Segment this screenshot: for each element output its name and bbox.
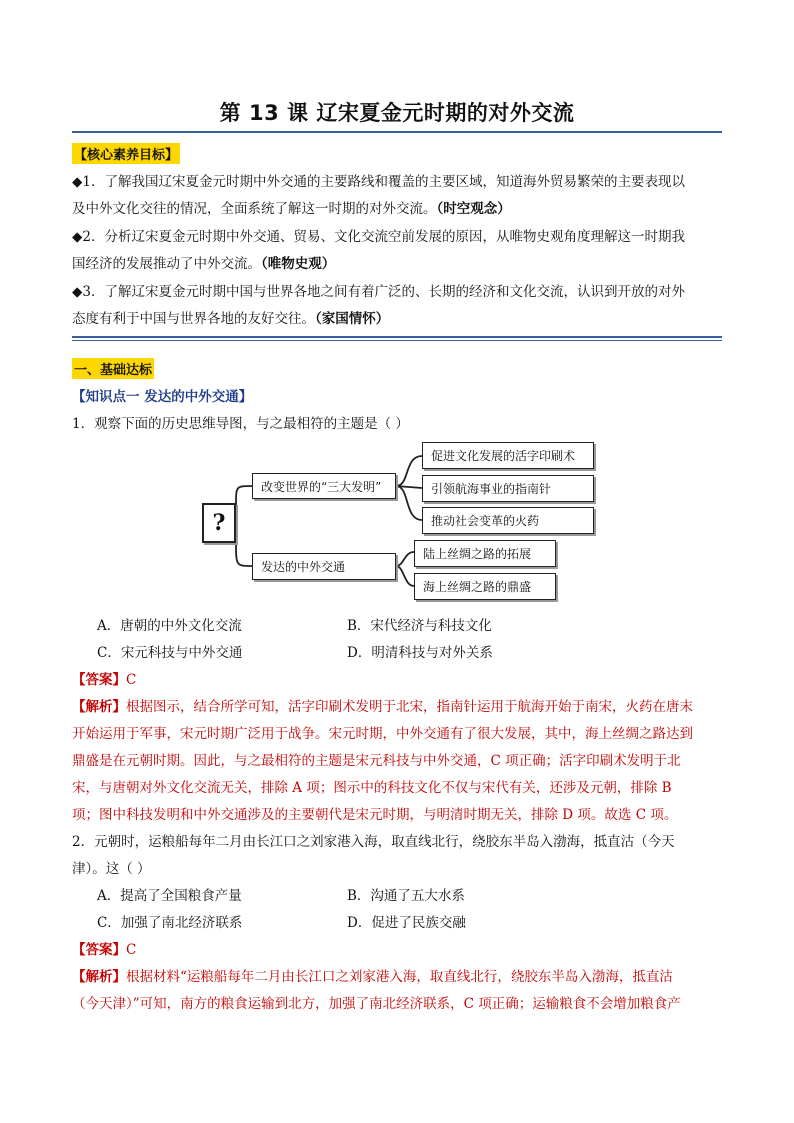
- leaf-compass: 引领航海事业的指南针: [422, 475, 594, 502]
- q1-answer: [72, 668, 136, 688]
- q2-stem-line-2: 津）。这（ ）: [72, 861, 151, 877]
- q2-analysis-line-1: 【解析】根据材料“运粮船每年二月由长江口之刘家港入海，取直线北行，绕胶东半岛入渤海，抵直沽: [72, 969, 673, 985]
- mind-map-center: ?: [202, 503, 236, 543]
- q2-analysis-label: 【解析】: [72, 969, 126, 985]
- goal-2-label: （唯物史观）: [261, 256, 336, 272]
- branch-foreign-traffic: 发达的中外交通: [252, 553, 396, 580]
- q2-answer-value: C: [126, 942, 137, 958]
- q1-answer-label: 【答案】: [72, 672, 126, 688]
- goal-1-line2: 及中外文化交往的情况，全面系统了解这一时期的对外交流。（时空观念）: [72, 201, 511, 217]
- q1-analysis-line-3: 鼎盛是在元朝时期。因此，与之最相符的主题是宋元科技与中外交通，C 项正确；活字印刷术发明于北: [72, 753, 681, 769]
- q1-analysis-line-5: 项；图中科技发明和中外交通涉及的主要朝代是宋元时期，与明清时期无关，排除 D 项。故选 C 项。: [72, 807, 678, 823]
- q2-option-c: C．加强了南北经济联系: [97, 915, 243, 931]
- leaf-sea-silk-road: 海上丝绸之路的鼎盛: [414, 573, 556, 600]
- q1-analysis-label: 【解析】: [72, 699, 126, 715]
- core-goals-tag: 【核心素养目标】: [72, 143, 180, 164]
- q2-option-a: A．提高了全国粮食产量: [97, 888, 242, 904]
- goal-3-label: （家国情怀）: [315, 311, 390, 327]
- branch-three-inventions: 改变世界的“三大发明”: [252, 473, 396, 499]
- q2-answer-label: 【答案】: [72, 942, 126, 958]
- section-basic-tag: 一、基础达标: [72, 358, 154, 379]
- page-title: 第 13 课 辽宋夏金元时期的对外交流: [219, 101, 575, 125]
- q1-analysis-line-1: 【解析】根据图示，结合所学可知，活字印刷术发明于北宋，指南针运用于航海开始于南宋，火药在唐末: [72, 699, 693, 715]
- q2-analysis-line-2: （今天津）”可知，南方的粮食运输到北方，加强了南北经济联系，C 项正确；运输粮食不会增加粮食产: [72, 996, 681, 1012]
- q1-analysis-line-4: 宋，与唐朝对外文化交流无关，排除 A 项；图示中的科技文化不仅与宋代有关，还涉及元朝，排除 B: [72, 780, 672, 796]
- goal-3-line1: ◆3．了解辽宋夏金元时期中国与世界各地之间有着广泛的、长期的经济和文化交流，认识到开放的对外: [72, 284, 685, 300]
- q2-stem-line-1: 2．元朝时，运粮船每年二月由长江口之刘家港入海，取直线北行，绕胶东半岛入渤海，抵直沽（今天: [72, 834, 675, 850]
- q1-analysis-line-2: 开始运用于军事，宋元时期广泛用于战争。宋元时期，中外交通有了很大发展，其中，海上丝绸之路达到: [72, 726, 693, 742]
- q1-answer-value: C: [126, 672, 137, 688]
- q2-option-d: D．促进了民族交融: [347, 915, 466, 931]
- goal-1-line1: ◆1．了解我国辽宋夏金元时期中外交通的主要路线和覆盖的主要区域，知道海外贸易繁荣的主要表现以: [72, 174, 685, 190]
- q1-stem: 1．观察下面的历史思维导图，与之最相符的主题是（ ）: [72, 416, 409, 432]
- knowledge-point-1: 【知识点一 发达的中外交通】: [72, 389, 253, 405]
- q1-option-b: B．宋代经济与科技文化: [347, 618, 492, 634]
- goal-2-line1: ◆2．分析辽宋夏金元时期中外交通、贸易、文化交流空前发展的原因，从唯物史观角度理解这一时期我: [72, 229, 685, 245]
- goal-2-line2: 国经济的发展推动了中外交流。（唯物史观）: [72, 256, 336, 272]
- leaf-gunpowder: 推动社会变革的火药: [422, 507, 594, 534]
- leaf-land-silk-road: 陆上丝绸之路的拓展: [414, 540, 556, 567]
- leaf-movable-type: 促进文化发展的活字印刷术: [422, 442, 594, 469]
- q2-answer: [72, 938, 136, 958]
- q1-option-a: A．唐朝的中外文化交流: [97, 618, 242, 634]
- q1-option-c: C．宋元科技与中外交通: [97, 645, 243, 661]
- q2-option-b: B．沟通了五大水系: [347, 888, 465, 904]
- goal-1-label: （时空观念）: [436, 201, 511, 217]
- q1-option-d: D．明清科技与对外关系: [347, 645, 493, 661]
- goal-3-line2: 态度有利于中国与世界各地的友好交往。（家国情怀）: [72, 311, 390, 327]
